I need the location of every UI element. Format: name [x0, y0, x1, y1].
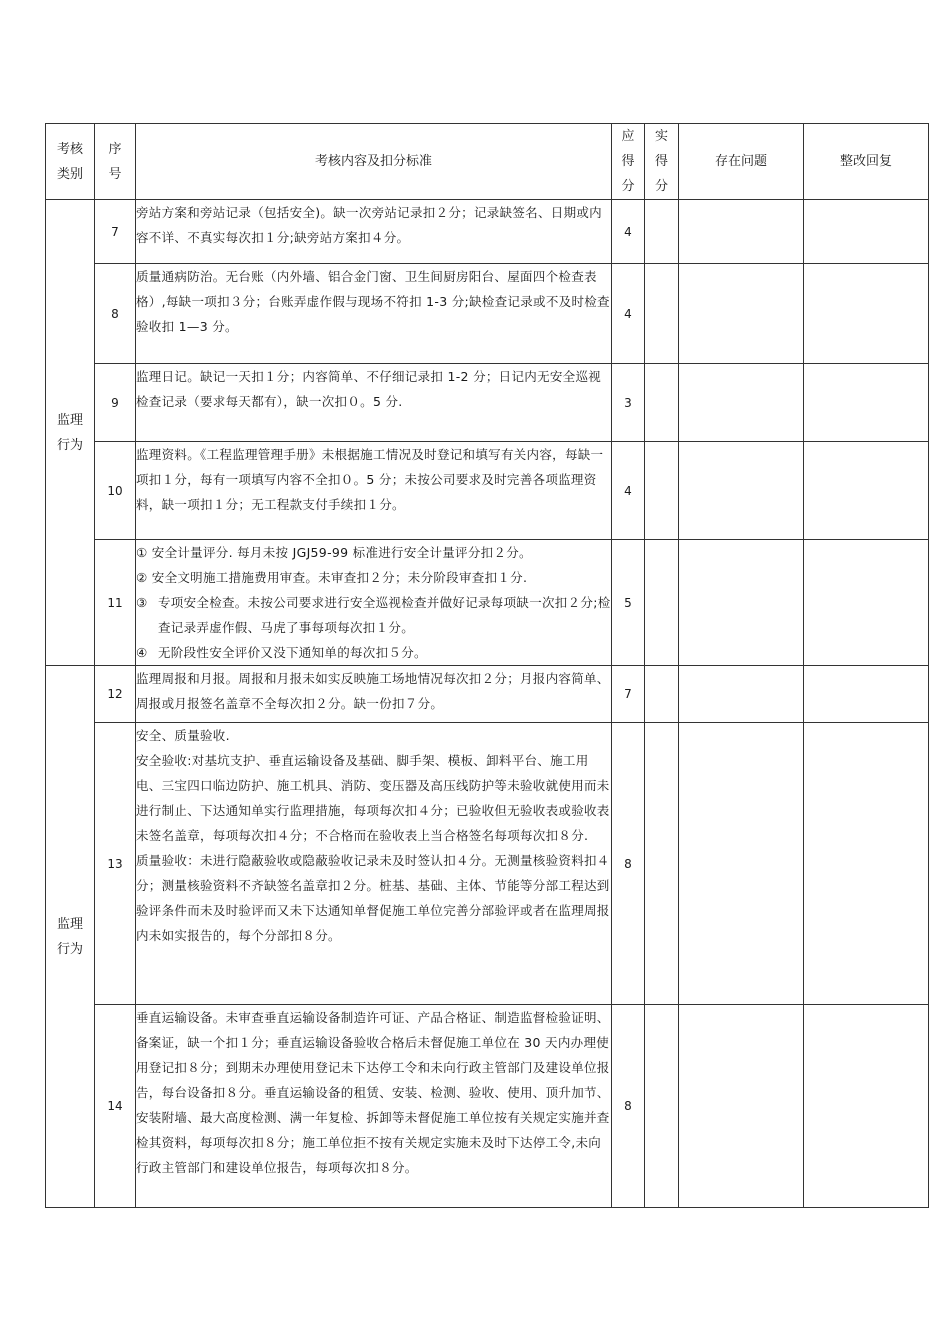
- table-row: [46, 540, 929, 666]
- due-score: 4: [612, 200, 645, 264]
- actual-score-cell[interactable]: [645, 666, 679, 723]
- row-content: 旁站方案和旁站记录（包括安全)。缺一次旁站记录扣２分；记录缺签名、日期或内容不详、不真实每次扣１分;缺旁站方案扣４分。: [136, 200, 612, 264]
- issues-cell[interactable]: [679, 364, 804, 442]
- row-number: 11: [95, 540, 136, 666]
- due-score: 7: [612, 666, 645, 723]
- table-row: [46, 666, 929, 723]
- row-number: 14: [95, 1005, 136, 1208]
- issues-cell[interactable]: [679, 723, 804, 1005]
- due-score: 3: [612, 364, 645, 442]
- due-score: 4: [612, 264, 645, 364]
- rectification-cell[interactable]: [804, 666, 929, 723]
- issues-cell[interactable]: [679, 442, 804, 540]
- header-row: [46, 124, 929, 200]
- due-score: 5: [612, 540, 645, 666]
- issues-cell[interactable]: [679, 540, 804, 666]
- actual-score-cell[interactable]: [645, 200, 679, 264]
- row-content: 质量通病防治。无台账（内外墙、铝合金门窗、卫生间厨房阳台、屋面四个检查表格）,每缺一项扣３分；台账弄虚作假与现场不符扣 1-3 分;缺检查记录或不及时检查验收扣 1—3 分。: [136, 264, 612, 364]
- header-rectification: 整改回复: [804, 124, 929, 200]
- header-category: 考核 类别: [46, 124, 95, 200]
- issues-cell[interactable]: [679, 666, 804, 723]
- row-content: 监理资料。《工程监理管理手册》未根据施工情况及时登记和填写有关内容，每缺一项扣１分，每有一项填写内容不全扣０。5 分；未按公司要求及时完善各项监理资料，缺一项扣１分；无工程款支付手续扣１分。: [136, 442, 612, 540]
- rectification-cell[interactable]: [804, 200, 929, 264]
- table-row: [46, 723, 929, 1005]
- header-seq: 序 号: [95, 124, 136, 200]
- header-actual-score: 实 得 分: [645, 124, 679, 200]
- due-score: 8: [612, 723, 645, 1005]
- rectification-cell[interactable]: [804, 540, 929, 666]
- row-content: 垂直运输设备。未审查垂直运输设备制造许可证、产品合格证、制造监督检验证明、备案证，缺一个扣１分；垂直运输设备验收合格后未督促施工单位在 30 天内办理使用登记扣８分；到期未办理使用登记未下达停工令和未向行政主管部门及建设单位报告，每台设备扣８分。垂直运输设备的租赁、安装、检测、验收、使用、顶升加节、安装附墙、最大高度检测、满一年复检、拆卸等未督促施工单位按有关规定实施并查检其资料，每项每次扣８分；施工单位拒不按有关规定实施未及时下达停工令,未向行政主管部门和建设单位报告，每项每次扣８分。: [136, 1005, 612, 1208]
- table-row: [46, 1005, 929, 1208]
- rectification-cell[interactable]: [804, 442, 929, 540]
- table-row: [46, 442, 929, 540]
- actual-score-cell[interactable]: [645, 442, 679, 540]
- table-row: [46, 200, 929, 264]
- row-number: 8: [95, 264, 136, 364]
- row-number: 9: [95, 364, 136, 442]
- row-number: 13: [95, 723, 136, 1005]
- header-content: 考核内容及扣分标准: [136, 124, 612, 200]
- row-number: 7: [95, 200, 136, 264]
- header-due-score: 应 得 分: [612, 124, 645, 200]
- actual-score-cell[interactable]: [645, 1005, 679, 1208]
- issues-cell[interactable]: [679, 200, 804, 264]
- category-cell: 监理 行为: [46, 666, 95, 1208]
- assessment-table: [45, 123, 929, 1208]
- rectification-cell[interactable]: [804, 723, 929, 1005]
- actual-score-cell[interactable]: [645, 264, 679, 364]
- category-cell: 监理 行为: [46, 200, 95, 666]
- row-content: 监理日记。缺记一天扣１分；内容简单、不仔细记录扣 1-2 分；日记内无安全巡视检查记录（要求每天都有），缺一次扣０。5 分.: [136, 364, 612, 442]
- row-content: 监理周报和月报。周报和月报未如实反映施工场地情况每次扣２分；月报内容简单、周报或月报签名盖章不全每次扣２分。缺一份扣７分。: [136, 666, 612, 723]
- rectification-cell[interactable]: [804, 364, 929, 442]
- actual-score-cell[interactable]: [645, 364, 679, 442]
- table-row: [46, 364, 929, 442]
- row-content: 安全、质量验收. 安全验收:对基坑支护、垂直运输设备及基础、脚手架、模板、卸料平台、施工用电、三宝四口临边防护、施工机具、消防、变压器及高压线防护等未验收就使用而未进行制止、下达通知单实行监理措施，每项每次扣４分；已验收但无验收表或验收表未签名盖章，每项每次扣４分；不合格而在验收表上当合格签名每项每次扣８分. 质量验收：未进行隐蔽验收或隐蔽验收记录未及时签认扣４分。无测量核验资料扣４分；测量核验资料不齐缺签名盖章扣２分。桩基、基础、主体、节能等分部工程达到验评条件而未及时验评而又未下达通知单督促施工单位完善分部验评或者在监理周报内未如实报告的，每个分部扣８分。: [136, 723, 612, 1005]
- rectification-cell[interactable]: [804, 264, 929, 364]
- row-number: 12: [95, 666, 136, 723]
- due-score: 4: [612, 442, 645, 540]
- header-issues: 存在问题: [679, 124, 804, 200]
- issues-cell[interactable]: [679, 264, 804, 364]
- actual-score-cell[interactable]: [645, 540, 679, 666]
- row-number: 10: [95, 442, 136, 540]
- actual-score-cell[interactable]: [645, 723, 679, 1005]
- row-content: ① 安全计量评分. 每月未按 JGJ59-99 标准进行安全计量评分扣２分。 ② 安全文明施工措施费用审查。未审查扣２分；未分阶段审查扣１分. ③ 专项安全检查。未按公司要求进行安全巡视检查并做好记录每项缺一次扣２分;检查记录弄虚作假、马虎了事每项每次扣１分。 ④ 无阶段性安全评价又没下通知单的每次扣５分。: [136, 540, 612, 666]
- table-row: [46, 264, 929, 364]
- rectification-cell[interactable]: [804, 1005, 929, 1208]
- due-score: 8: [612, 1005, 645, 1208]
- issues-cell[interactable]: [679, 1005, 804, 1208]
